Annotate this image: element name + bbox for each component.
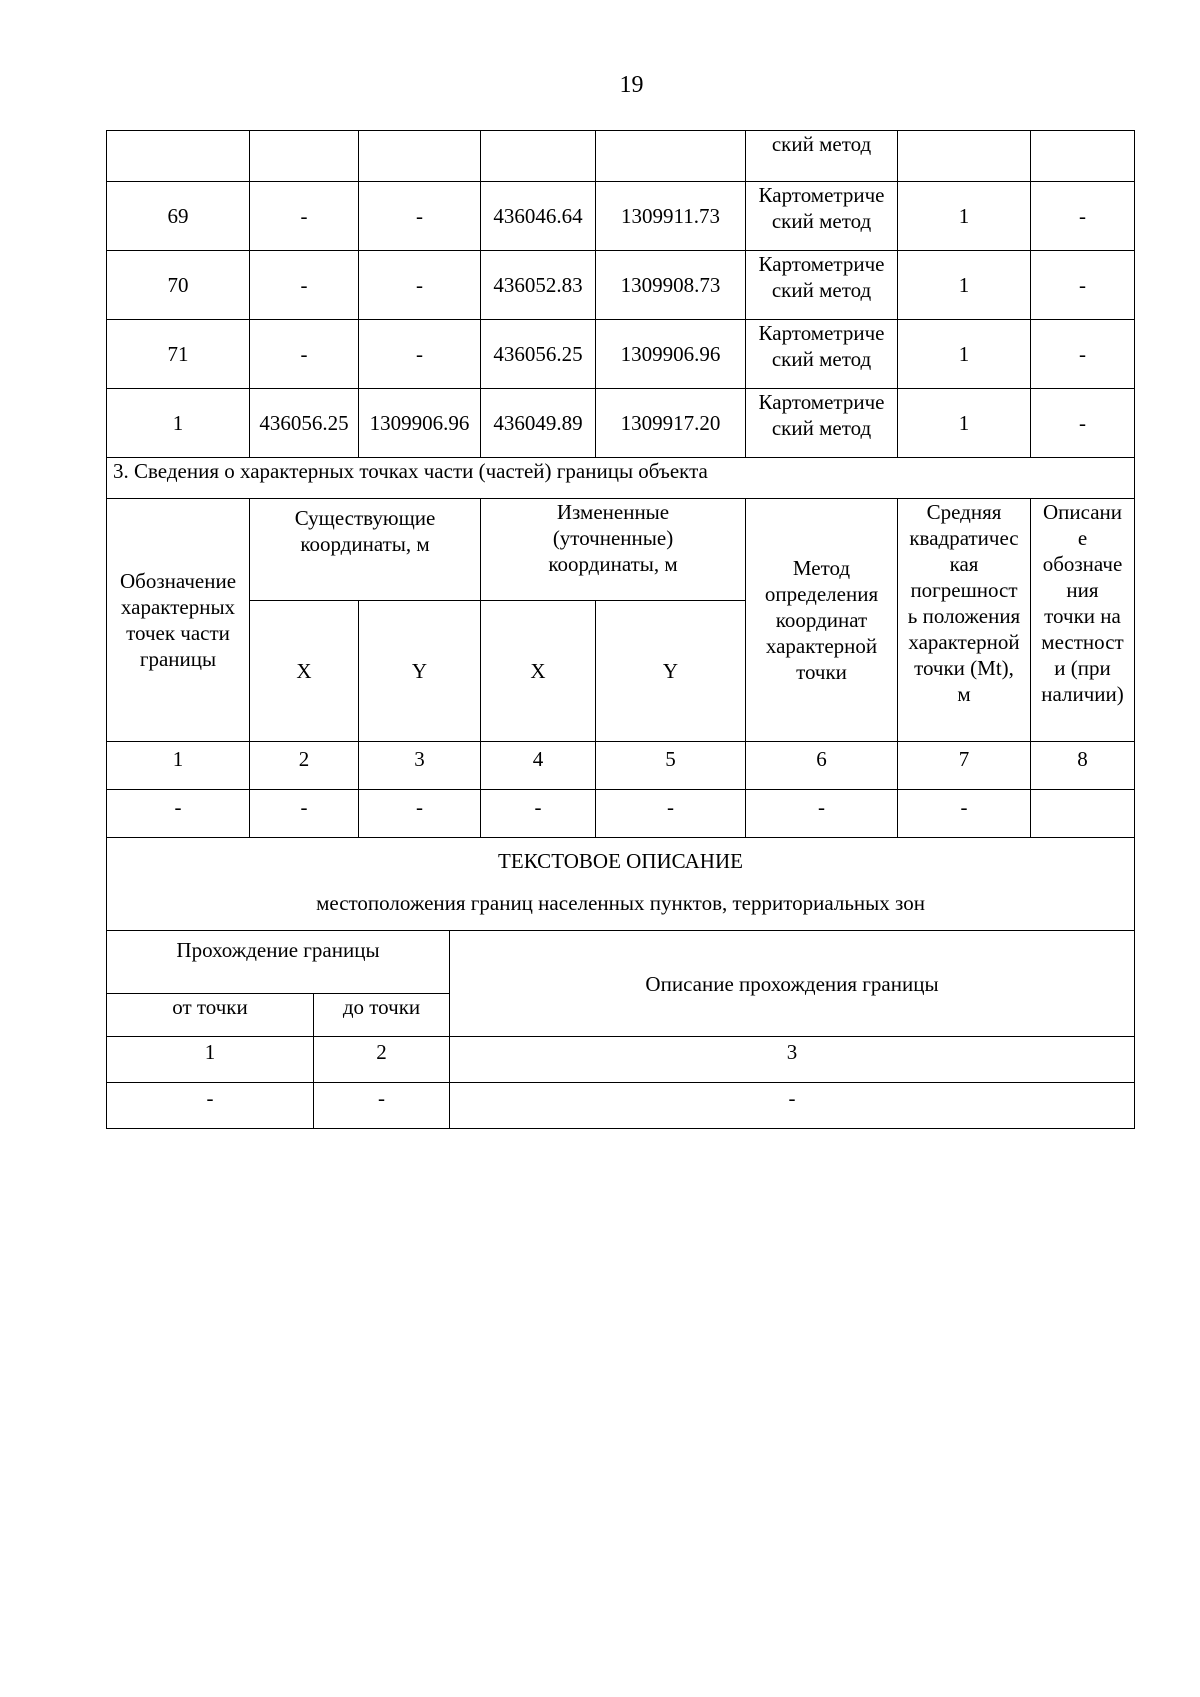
column-number-row [107,742,1135,790]
empty-cell: - [596,790,746,838]
method-header: Метод определения координат характерной точки [746,499,898,742]
y-changed: 1309908.73 [596,251,746,320]
text-description-title [107,838,1135,931]
column-number: 3 [450,1037,1135,1083]
error-value: 1 [898,320,1031,389]
section-title-row [107,458,1135,499]
point-id: 69 [107,182,250,251]
error-value: 1 [898,182,1031,251]
y-existing: - [359,182,481,251]
empty-data-row [107,790,1135,838]
changed-coords-header: Измененные (уточненные) координаты, м [481,499,746,601]
passage-header-row [107,931,1135,994]
method-cell: Картометриче ский метод [746,320,898,389]
column-number: 8 [1031,742,1135,790]
passage-header: Прохождение границы [107,931,450,994]
x-existing: - [250,251,359,320]
column-number: 2 [314,1037,450,1083]
empty-cell: - [746,790,898,838]
point-description: - [1031,251,1135,320]
point-id: 70 [107,251,250,320]
table-row [107,320,1135,389]
error-header: Средняя квадратичес кая погрешност ь положения характерной точки (Mt), м [898,499,1031,742]
y-changed: 1309906.96 [596,320,746,389]
title-text: ТЕКСТОВОЕ ОПИСАНИЕ [498,849,743,873]
table-row [107,182,1135,251]
column-number: 4 [481,742,596,790]
continuation-method: ский метод [746,131,898,182]
empty-cell: - [898,790,1031,838]
empty-cell: - [107,790,250,838]
column-number: 1 [107,742,250,790]
y-existing: - [359,320,481,389]
point-description: - [1031,182,1135,251]
column-number: 7 [898,742,1031,790]
page-number: 19 [619,72,644,98]
empty-cell: - [450,1083,1135,1129]
table-row [107,389,1135,458]
y-changed: 1309917.20 [596,389,746,458]
x-existing: - [250,320,359,389]
empty-cell: - [250,790,359,838]
method-cell: Картометриче ский метод [746,251,898,320]
empty-cell: - [359,790,481,838]
x-changed: 436056.25 [481,320,596,389]
document-body [106,130,1134,1129]
boundary-points-table [106,130,1135,838]
x-changed: 436046.64 [481,182,596,251]
title-row [107,838,1135,931]
column-number-row [107,1037,1135,1083]
column-number: 2 [250,742,359,790]
section-3-title: 3. Сведения о характерных точках части (частей) границы объекта [107,458,1135,499]
empty-data-row [107,1083,1135,1129]
method-cell: Картометриче ский метод [746,182,898,251]
column-number: 3 [359,742,481,790]
point-id: 71 [107,320,250,389]
x-existing: - [250,182,359,251]
y-header: Y [359,601,481,742]
error-value: 1 [898,251,1031,320]
description-header: Описани е обозначе ния точки на местност и (при наличии) [1031,499,1135,742]
subtitle-text: местоположения границ населенных пунктов, территориальных зон [316,891,925,915]
header-row [107,499,1135,601]
from-point-header: от точки [107,994,314,1037]
method-cell: Картометриче ский метод [746,389,898,458]
y-existing: - [359,251,481,320]
description-header: Описание прохождения границы [450,931,1135,1037]
x-changed: 436052.83 [481,251,596,320]
y-header: Y [596,601,746,742]
point-description: - [1031,389,1135,458]
x-changed: 436049.89 [481,389,596,458]
point-description: - [1031,320,1135,389]
column-number: 1 [107,1037,314,1083]
continuation-row [107,131,1135,182]
empty-cell [1031,790,1135,838]
text-description-table [106,837,1135,1129]
empty-cell: - [107,1083,314,1129]
to-point-header: до точки [314,994,450,1037]
empty-cell: - [314,1083,450,1129]
x-existing: 436056.25 [250,389,359,458]
column-number: 6 [746,742,898,790]
error-value: 1 [898,389,1031,458]
y-changed: 1309911.73 [596,182,746,251]
point-id: 1 [107,389,250,458]
table-row [107,251,1135,320]
empty-cell: - [481,790,596,838]
existing-coords-header: Существующие координаты, м [250,499,481,601]
x-header: X [481,601,596,742]
x-header: X [250,601,359,742]
y-existing: 1309906.96 [359,389,481,458]
column-number: 5 [596,742,746,790]
designation-header: Обозначение характерных точек части границы [107,499,250,742]
